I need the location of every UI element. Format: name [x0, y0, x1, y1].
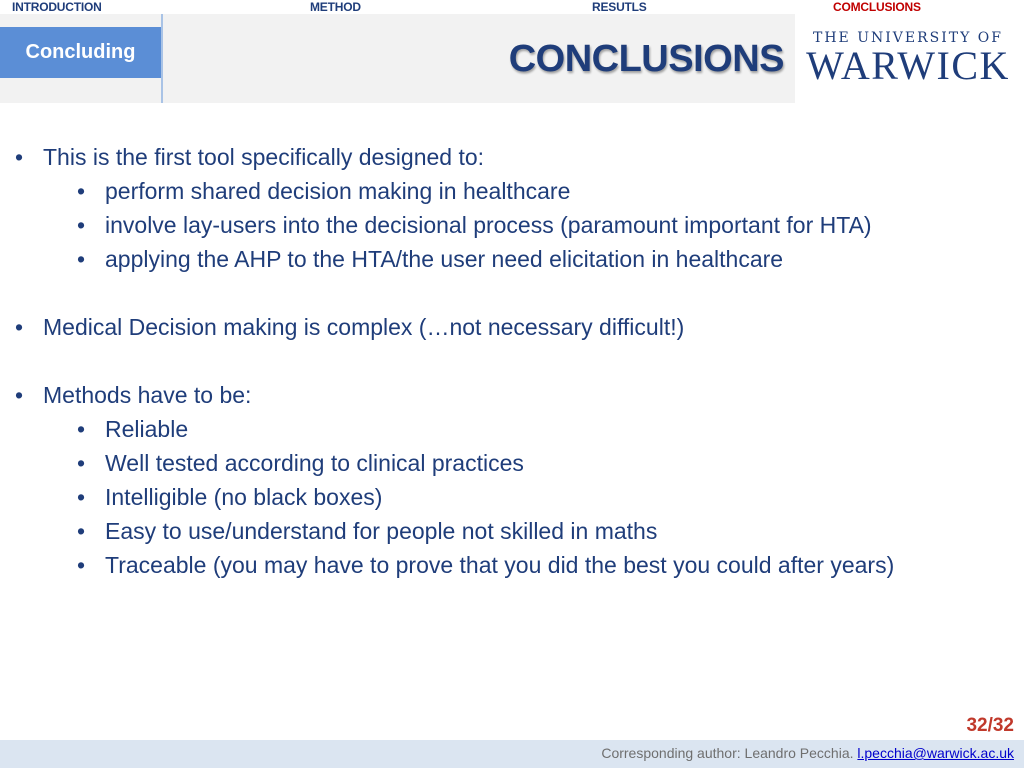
footer-author-text: Corresponding author: Leandro Pecchia.: [601, 745, 854, 761]
spacer: [0, 344, 1024, 378]
sub-bullet-text: Reliable: [105, 416, 189, 442]
nav-results[interactable]: RESUTLS: [592, 0, 647, 14]
sub-bullet-text: applying the AHP to the HTA/the user need elicitation in healthcare: [105, 246, 784, 272]
sub-bullet-text: Easy to use/understand for people not skilled in maths: [105, 518, 658, 544]
bullet-item: [0, 378, 1024, 412]
bullet-marker: •: [77, 484, 86, 510]
bullet-marker: •: [77, 246, 86, 272]
header-divider: [161, 14, 163, 103]
section-tab-label: Concluding: [25, 41, 136, 63]
sub-bullet-item: [0, 208, 1024, 242]
sub-bullet-item: [0, 412, 1024, 446]
page-title: CONCLUSIONS: [508, 38, 784, 80]
sub-bullet-item: [0, 174, 1024, 208]
bullet-marker: •: [77, 212, 86, 238]
bullet-text: Medical Decision making is complex (…not necessary difficult!): [43, 314, 685, 340]
bullet-item: [0, 140, 1024, 174]
sub-bullet-item: [0, 446, 1024, 480]
logo-tagline: THE UNIVERSITY OF: [812, 30, 1003, 46]
nav-method[interactable]: METHOD: [310, 0, 361, 14]
bullet-marker: •: [77, 450, 86, 476]
nav-introduction[interactable]: INTRODUCTION: [12, 0, 102, 14]
nav-conclusions[interactable]: COMCLUSIONS: [833, 0, 921, 14]
spacer: [0, 276, 1024, 310]
slide-content: [0, 140, 1024, 582]
bullet-marker: •: [77, 552, 86, 578]
sub-bullet-item: [0, 548, 1024, 582]
bullet-marker: •: [15, 314, 24, 340]
footer: [0, 740, 1024, 768]
sub-bullet-text: perform shared decision making in healthcare: [105, 178, 571, 204]
university-logo: [806, 30, 1010, 92]
bullet-marker: •: [15, 144, 24, 170]
sub-bullet-item: [0, 514, 1024, 548]
bullet-text: This is the first tool specifically designed to:: [43, 144, 485, 170]
section-tab: [0, 27, 161, 78]
sub-bullet-text: involve lay-users into the decisional process (paramount important for HTA): [105, 212, 872, 238]
bullet-item: [0, 310, 1024, 344]
bullet-marker: •: [77, 518, 86, 544]
sub-bullet-item: [0, 242, 1024, 276]
bullet-marker: •: [77, 178, 86, 204]
sub-bullet-text: Well tested according to clinical practices: [105, 450, 524, 476]
author-email-link[interactable]: l.pecchia@warwick.ac.uk: [857, 745, 1014, 761]
footer-author: [601, 745, 1014, 761]
sub-bullet-text: Intelligible (no black boxes): [105, 484, 383, 510]
logo-wordmark: WARWICK: [806, 43, 1010, 88]
sub-bullet-text: Traceable (you may have to prove that you did the best you could after years): [105, 552, 895, 578]
bullet-marker: •: [15, 382, 24, 408]
bullet-text: Methods have to be:: [43, 382, 252, 408]
page-number: 32/32: [966, 715, 1014, 736]
bullet-marker: •: [77, 416, 86, 442]
section-navigation: [0, 0, 1024, 14]
sub-bullet-item: [0, 480, 1024, 514]
